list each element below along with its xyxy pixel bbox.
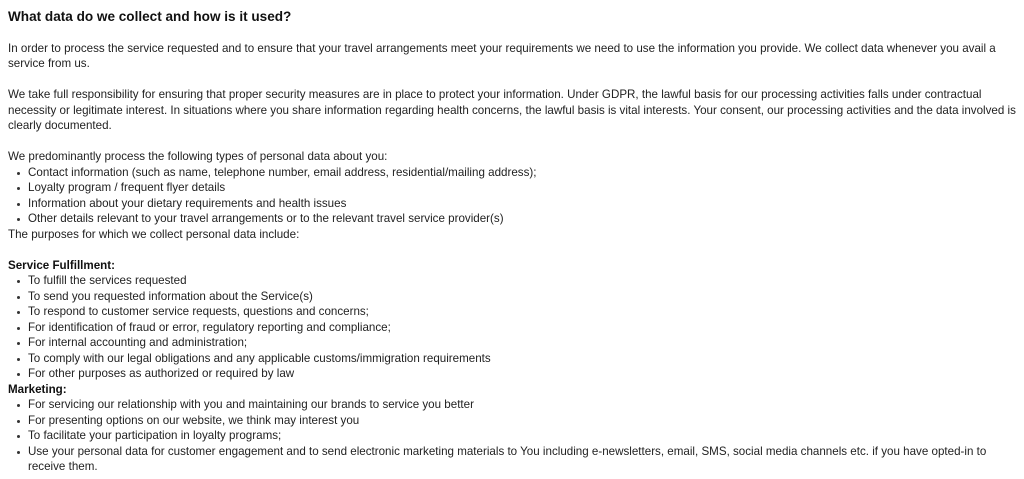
list-item: Use your personal data for customer engagement and to send electronic marketing materials to You including e-newsletters, email, SMS, social media channels etc. if you have opted-in to receive them.: [28, 444, 1016, 475]
intro-paragraph: In order to process the service requested and to ensure that your travel arrangements meet your requirements we need to use the information you provide. We collect data whenever you avail a service from us.: [8, 41, 996, 70]
list-item: For presenting options on our website, we think may interest you: [28, 413, 1016, 429]
spacer: [8, 242, 1016, 258]
list-item: For other purposes as authorized or required by law: [28, 366, 1016, 382]
spacer: [8, 72, 1016, 88]
section-title: What data do we collect and how is it used?: [8, 9, 292, 24]
list-item: To respond to customer service requests, questions and concerns;: [28, 304, 1016, 320]
list-item: To send you requested information about the Service(s): [28, 289, 1016, 305]
spacer: [8, 134, 1016, 150]
responsibility-paragraph: We take full responsibility for ensuring that proper security measures are in place to protect your information. Under GDPR, the lawful basis for our processing activities falls under contractual necessity or legitimate interest. In situations where you share information regarding health concerns, the lawful basis is vital interests. Your consent, our processing activities and the data involved is clearly documented.: [8, 88, 1016, 132]
list-item: For servicing our relationship with you and maintaining our brands to service you better: [28, 397, 1016, 413]
service-fulfillment-list: [8, 273, 1016, 382]
data-types-intro: We predominantly process the following types of personal data about you:: [8, 150, 388, 163]
list-item: To facilitate your participation in loyalty programs;: [28, 428, 1016, 444]
purposes-intro: The purposes for which we collect personal data include:: [8, 227, 300, 241]
list-item: Loyalty program / frequent flyer details: [28, 180, 1016, 196]
list-item: For identification of fraud or error, regulatory reporting and compliance;: [28, 320, 1016, 336]
list-item: Information about your dietary requirements and health issues: [28, 196, 1016, 212]
service-fulfillment-heading: Service Fulfillment:: [8, 258, 115, 272]
list-item: To comply with our legal obligations and any applicable customs/immigration requirements: [28, 351, 1016, 367]
marketing-list: [8, 397, 1016, 475]
list-item: Other details relevant to your travel arrangements or to the relevant travel service provider(s): [28, 211, 1016, 227]
data-types-list: [8, 165, 1016, 227]
list-item: Contact information (such as name, telephone number, email address, residential/mailing address);: [28, 165, 1016, 181]
list-item: To fulfill the services requested: [28, 273, 1016, 289]
marketing-heading: Marketing:: [8, 382, 67, 396]
list-item: For internal accounting and administration;: [28, 335, 1016, 351]
spacer: [8, 25, 1016, 41]
